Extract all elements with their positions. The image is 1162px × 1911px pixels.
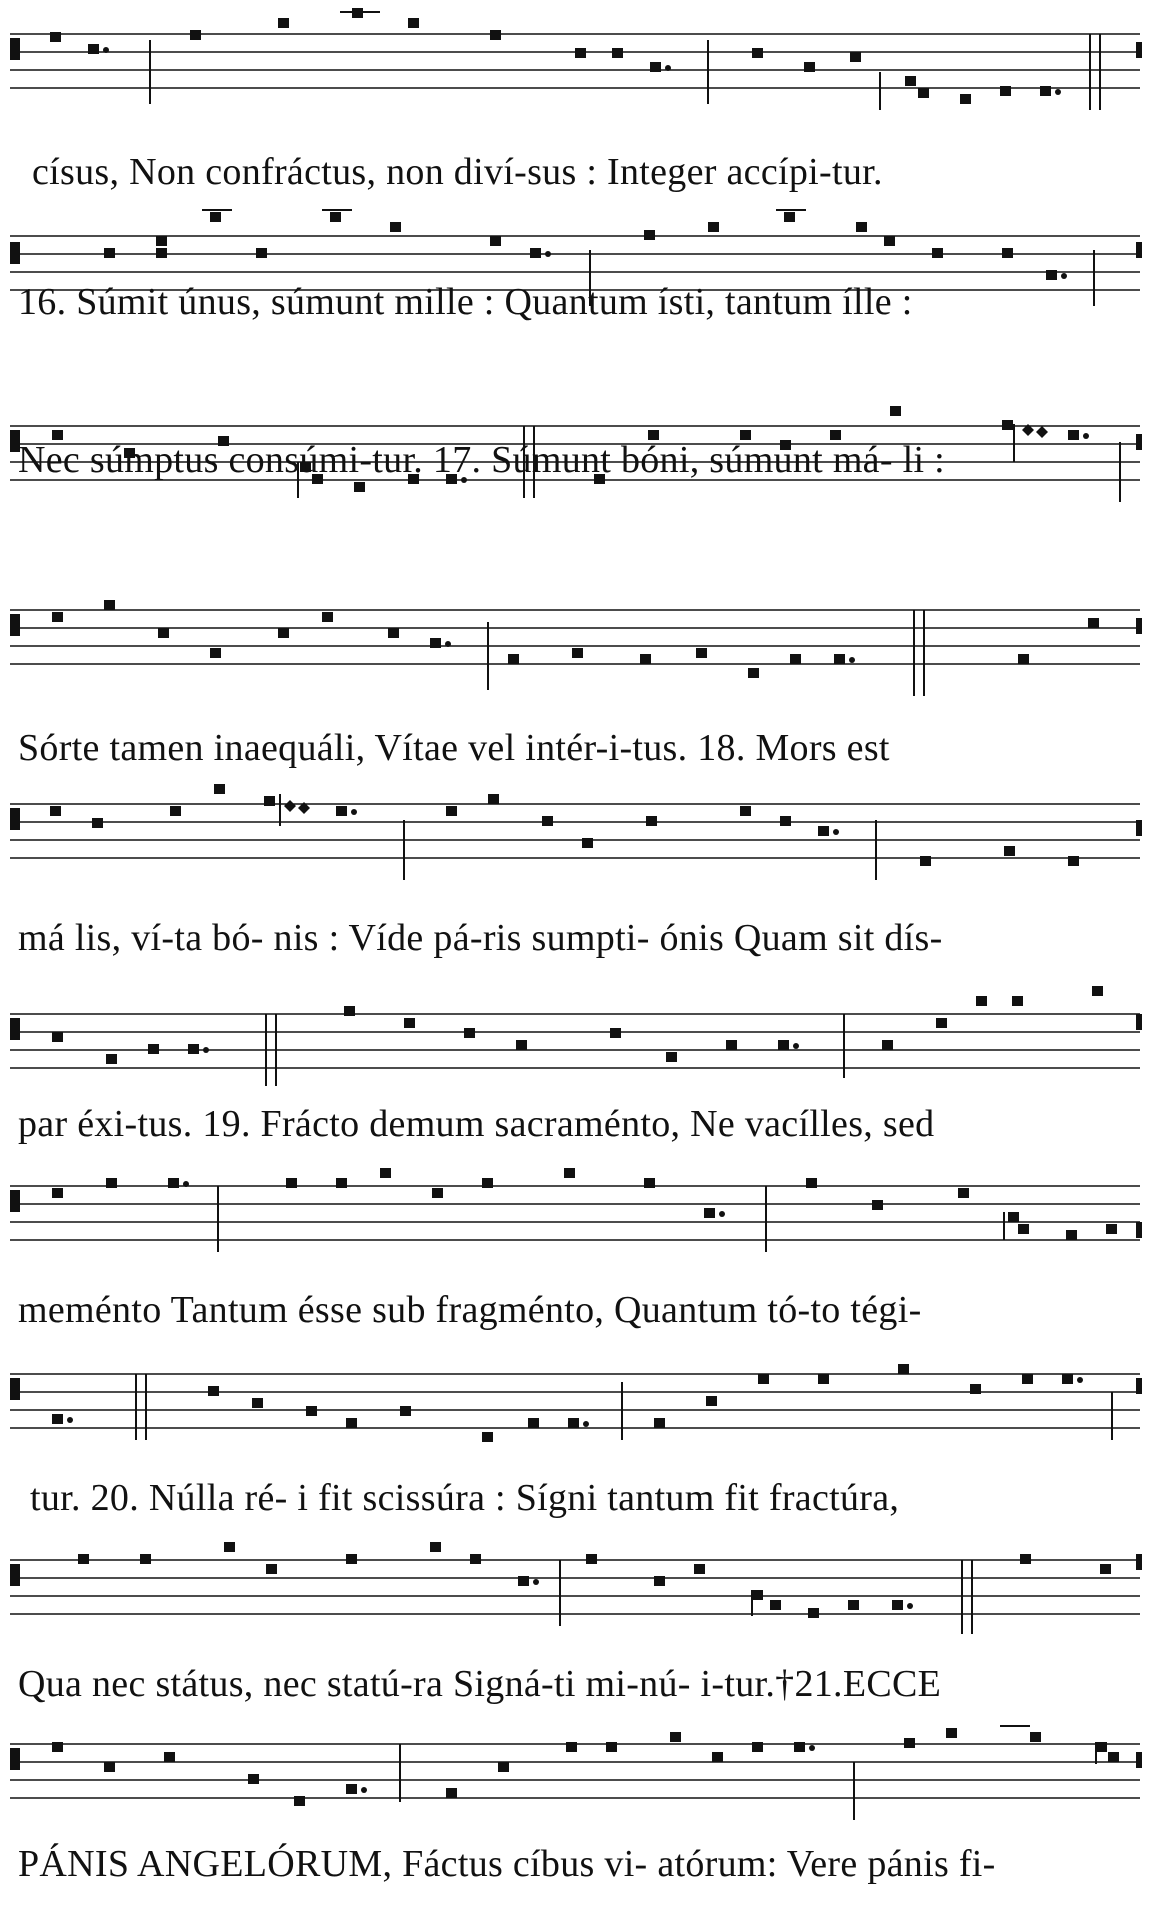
staff-lines [0, 1356, 1162, 1466]
clef-icon [10, 1018, 20, 1040]
staff-lines [0, 978, 1162, 1088]
staff-lines [0, 0, 1162, 110]
staff-6 [0, 978, 1162, 1098]
staff-8 [0, 1356, 1162, 1476]
lyric-line-4: Sórte tamen inaequáli, Vítae vel intér-i-tus. 18. Mors est [18, 727, 890, 769]
lyric-line-2: 16. Súmit únus, súmunt mille : Quantum ísti, tantum ílle : [18, 281, 913, 323]
lyric-line-1: císus, Non confráctus, non diví-sus : Integer accípi-tur. [32, 151, 883, 193]
staff-lines [0, 1168, 1162, 1278]
staff-lines [0, 592, 1162, 702]
staff-1 [0, 0, 1162, 120]
clef-icon [10, 1564, 20, 1586]
clef-icon [10, 242, 20, 264]
lyric-line-9: Qua nec státus, nec statú-ra Signá-ti mi-nú- i-tur.†21.ECCE [18, 1663, 942, 1705]
clef-icon [10, 38, 20, 60]
clef-icon [10, 614, 20, 636]
staff-7 [0, 1168, 1162, 1288]
clef-icon [10, 1748, 20, 1770]
lyric-line-10: PÁNIS ANGELÓRUM, Fáctus cíbus vi- atórum: Vere pánis fi- [18, 1843, 996, 1885]
staff-lines [0, 1542, 1162, 1652]
lyric-line-7: meménto Tantum ésse sub fragménto, Quantum tó-to tégi- [18, 1289, 922, 1331]
lyric-line-3: Nec súmptus consúmi-tur. 17. Súmunt bóni, súmunt má- li : [18, 439, 945, 481]
staff-4 [0, 592, 1162, 712]
clef-icon [10, 808, 20, 830]
staff-lines [0, 1722, 1162, 1832]
staff-lines [0, 780, 1162, 890]
staff-9 [0, 1542, 1162, 1662]
staff-5 [0, 780, 1162, 900]
lyric-line-6: par éxi-tus. 19. Frácto demum sacraménto, Ne vacílles, sed [18, 1103, 935, 1145]
clef-icon [10, 1190, 20, 1212]
clef-icon [10, 1378, 20, 1400]
lyric-line-5: má lis, ví-ta bó- nis : Víde pá-ris sumpti- ónis Quam sit dís- [18, 917, 943, 959]
staff-10 [0, 1722, 1162, 1842]
lyric-line-8: tur. 20. Núlla ré- i fit scissúra : Sígni tantum fit fractúra, [30, 1477, 900, 1519]
